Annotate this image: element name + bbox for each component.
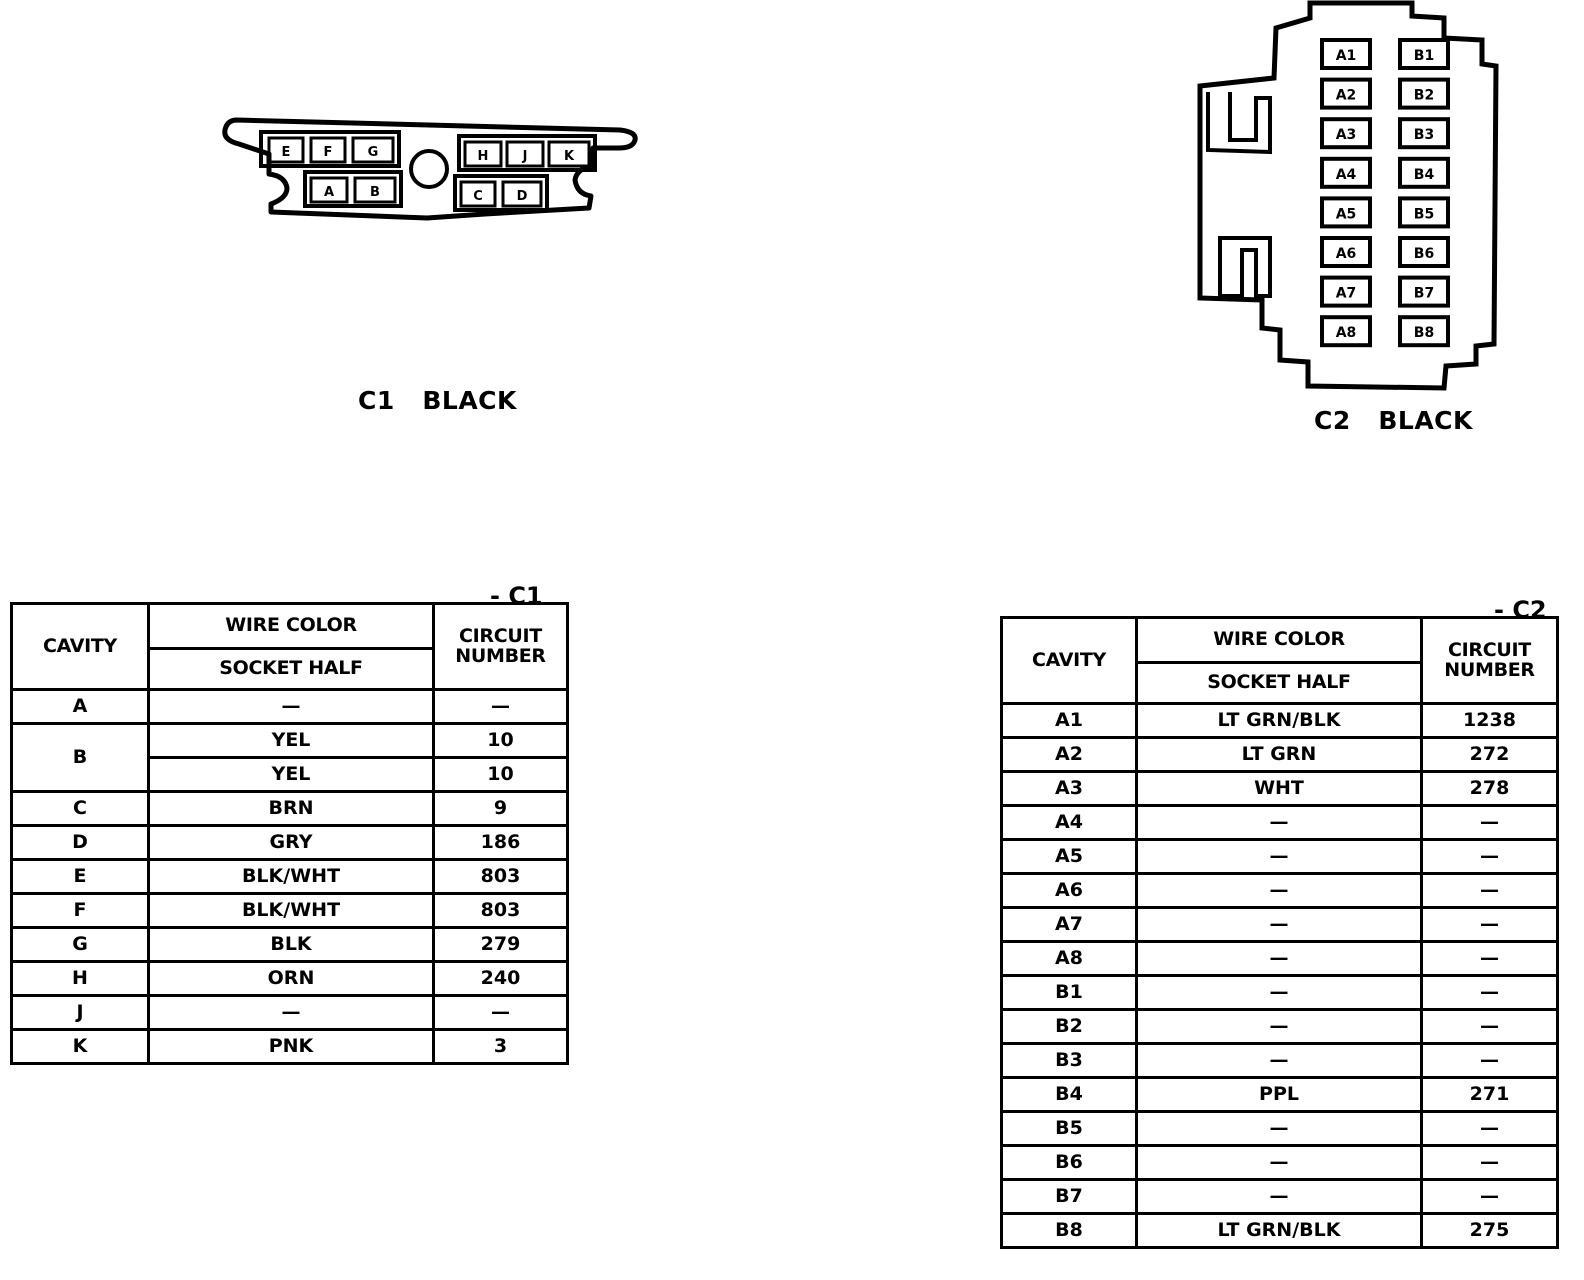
cavity-cell: A [12,690,149,724]
table-row [1002,874,1558,908]
table-row [12,860,568,894]
svg-text:J: J [522,149,528,164]
svg-text:K: K [563,149,575,164]
c2-cavity-a5 [1322,198,1370,226]
c1-table-tag: - C1 [490,582,543,610]
table-row [12,996,568,1030]
c2-header-socket-half: SOCKET HALF [1137,663,1422,704]
c1-header-row-1 [12,604,568,649]
cavity-cell: A8 [1002,942,1137,976]
table-row [12,1030,568,1064]
c2-cavity-a7 [1322,278,1370,306]
c1-cavity-g [353,138,393,162]
circuit-cell: — [1422,1112,1558,1146]
svg-text:H: H [477,149,489,164]
svg-text:A2: A2 [1335,87,1357,104]
circuit-cell: 278 [1422,772,1558,806]
circuit-cell: — [1422,840,1558,874]
cavity-cell: B6 [1002,1146,1137,1180]
wire-color-cell: WHT [1137,772,1422,806]
table-row [1002,1078,1558,1112]
c2-cavity-a3 [1322,119,1370,147]
wire-color-cell: YEL [149,724,434,758]
wire-color-cell: YEL [149,758,434,792]
svg-text:E: E [281,145,291,160]
circuit-cell: 803 [434,894,568,928]
c2-cavity-a8 [1322,317,1370,345]
svg-text:A7: A7 [1335,285,1357,302]
cavity-cell: B1 [1002,976,1137,1010]
cavity-cell: J [12,996,149,1030]
table-row [1002,1146,1558,1180]
cavity-cell: A1 [1002,704,1137,738]
cavity-cell: A3 [1002,772,1137,806]
c2-header-circuit: CIRCUIT [1448,638,1531,661]
table-row [1002,1044,1558,1078]
wire-color-cell: — [1137,874,1422,908]
table-row [1002,738,1558,772]
circuit-cell: 275 [1422,1214,1558,1248]
c2-lower-latch [1220,238,1270,296]
circuit-cell: 186 [434,826,568,860]
c2-cavity-a4 [1322,159,1370,187]
wire-color-cell: BLK/WHT [149,894,434,928]
wire-color-cell: — [1137,1112,1422,1146]
cavity-cell: B5 [1002,1112,1137,1146]
circuit-cell: — [1422,976,1558,1010]
cavity-cell: A6 [1002,874,1137,908]
table-row [1002,1010,1558,1044]
cavity-cell: B2 [1002,1010,1137,1044]
c2-cavity-a6 [1322,238,1370,266]
wire-color-cell: — [1137,976,1422,1010]
svg-text:A: A [323,185,335,200]
svg-text:C: C [473,189,483,204]
cavity-cell: B [12,724,149,792]
c1-connector-diagram [215,108,645,233]
cavity-cell: F [12,894,149,928]
svg-text:D: D [516,189,528,204]
c2-upper-latch [1208,92,1270,152]
cavity-cell: A4 [1002,806,1137,840]
cavity-cell: B4 [1002,1078,1137,1112]
c1-cavity-d [503,182,541,206]
wire-color-cell: LT GRN/BLK [1137,704,1422,738]
c1-header-wire-color: WIRE COLOR [149,604,434,649]
wire-color-cell: — [149,690,434,724]
svg-text:A1: A1 [1335,48,1357,64]
circuit-cell: — [1422,942,1558,976]
circuit-cell: 279 [434,928,568,962]
wire-color-cell: GRY [149,826,434,860]
table-row [12,962,568,996]
table-row [1002,942,1558,976]
circuit-cell: — [1422,1010,1558,1044]
wire-color-cell: PPL [1137,1078,1422,1112]
c1-cavity-b [355,178,395,202]
c2-cavity-b8 [1400,317,1448,345]
c2-connector-diagram [1190,0,1510,395]
circuit-cell: — [434,996,568,1030]
svg-text:A6: A6 [1335,246,1357,262]
c1-cavity-k [549,142,589,166]
circuit-cell: 3 [434,1030,568,1064]
wire-color-cell: — [1137,1044,1422,1078]
svg-text:B: B [370,185,380,200]
c1-cavity-h [465,142,501,166]
circuit-cell: 272 [1422,738,1558,772]
wire-color-cell: — [149,996,434,1030]
svg-text:B1: B1 [1413,48,1435,64]
c1-header-socket-half: SOCKET HALF [149,649,434,690]
c1-center-keyhole [411,151,447,187]
svg-text:B8: B8 [1413,325,1435,342]
circuit-cell: 9 [434,792,568,826]
cavity-cell: A5 [1002,840,1137,874]
circuit-cell: — [1422,874,1558,908]
cavity-cell: D [12,826,149,860]
table-row [1002,840,1558,874]
wire-color-cell: LT GRN [1137,738,1422,772]
c2-cavity-b1 [1400,40,1448,68]
table-row [1002,772,1558,806]
wire-color-cell: BRN [149,792,434,826]
c2-cavity-b3 [1400,119,1448,147]
circuit-cell: — [1422,806,1558,840]
wire-color-cell: BLK [149,928,434,962]
circuit-cell: 1238 [1422,704,1558,738]
c2-cavity-a2 [1322,80,1370,108]
c2-cavity-b7 [1400,278,1448,306]
wire-color-cell: LT GRN/BLK [1137,1214,1422,1248]
cavity-cell: G [12,928,149,962]
cavity-cell: A7 [1002,908,1137,942]
cavity-cell: K [12,1030,149,1064]
wire-color-cell: — [1137,1010,1422,1044]
table-row [12,826,568,860]
svg-text:B3: B3 [1413,127,1435,144]
c1-cavity-a [311,178,347,202]
cavity-cell: B8 [1002,1214,1137,1248]
c2-header-wire-color: WIRE COLOR [1137,618,1422,663]
table-row [1002,908,1558,942]
c2-cavity-b2 [1400,80,1448,108]
cavity-cell: C [12,792,149,826]
wire-color-cell: — [1137,1180,1422,1214]
circuit-cell: 803 [434,860,568,894]
c2-cavity-b6 [1400,238,1448,266]
table-row [1002,976,1558,1010]
circuit-cell: 10 [434,758,568,792]
wire-color-cell: — [1137,840,1422,874]
c2-cavity-b5 [1400,198,1448,226]
c1-header-number: NUMBER [455,644,546,667]
cavity-cell: A2 [1002,738,1137,772]
svg-text:B4: B4 [1413,166,1435,183]
circuit-cell: — [1422,1146,1558,1180]
c2-header-row-1 [1002,618,1558,663]
cavity-cell: B7 [1002,1180,1137,1214]
table-row [12,724,568,758]
c1-connector-title: C1 BLACK [358,386,517,415]
svg-text:B2: B2 [1413,87,1435,104]
c1-cavity-e [269,138,303,162]
table-row [1002,1214,1558,1248]
table-row [1002,704,1558,738]
cavity-cell: B3 [1002,1044,1137,1078]
table-row [12,894,568,928]
c1-cavity-j [507,142,543,166]
wire-color-cell: BLK/WHT [149,860,434,894]
wire-color-cell: PNK [149,1030,434,1064]
svg-text:A5: A5 [1335,206,1357,223]
c1-header-circuit: CIRCUIT [459,624,542,647]
c1-cavity-f [311,138,345,162]
circuit-cell: 271 [1422,1078,1558,1112]
svg-text:B7: B7 [1413,285,1435,302]
circuit-cell: 240 [434,962,568,996]
c1-cavity-c [461,182,495,206]
c1-header-circuit-number [434,604,568,690]
table-row [1002,806,1558,840]
c2-pin-table [1000,616,1559,1249]
svg-text:B5: B5 [1413,206,1435,223]
table-row [12,792,568,826]
c2-header-number: NUMBER [1444,658,1535,681]
svg-text:A4: A4 [1335,166,1357,183]
wire-color-cell: — [1137,942,1422,976]
wire-color-cell: — [1137,908,1422,942]
svg-text:A8: A8 [1335,325,1357,342]
c2-cavity-b4 [1400,159,1448,187]
wire-color-cell: ORN [149,962,434,996]
circuit-cell: — [1422,1180,1558,1214]
wire-color-cell: — [1137,806,1422,840]
wire-color-cell: — [1137,1146,1422,1180]
svg-text:B6: B6 [1413,246,1435,262]
table-row [1002,1112,1558,1146]
circuit-cell: — [434,690,568,724]
c2-cavity-a1 [1322,40,1370,68]
c2-connector-title: C2 BLACK [1314,406,1473,435]
table-row [12,690,568,724]
svg-text:G: G [367,145,379,160]
svg-text:F: F [323,145,333,160]
cavity-cell: E [12,860,149,894]
c1-pin-table [10,602,569,1065]
c2-header-circuit-number [1422,618,1558,704]
circuit-cell: — [1422,1044,1558,1078]
cavity-cell: H [12,962,149,996]
table-row [1002,1180,1558,1214]
table-row [12,928,568,962]
circuit-cell: 10 [434,724,568,758]
c1-header-cavity: CAVITY [12,604,149,690]
svg-text:A3: A3 [1335,127,1357,144]
c2-header-cavity: CAVITY [1002,618,1137,704]
circuit-cell: — [1422,908,1558,942]
c2-table-tag: - C2 [1494,596,1547,624]
